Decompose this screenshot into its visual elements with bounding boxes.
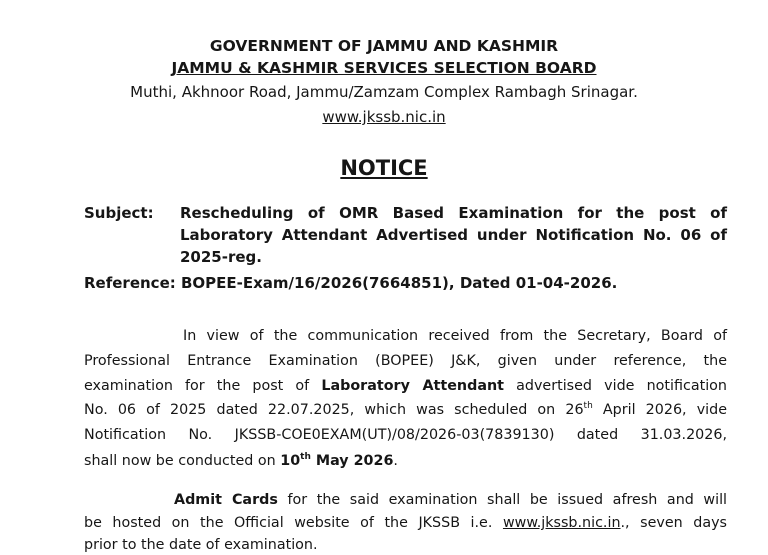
- reference-text: BOPEE-Exam/16/2026(7664851), Dated 01-04-2026.: [180, 274, 618, 292]
- sup: th: [300, 452, 311, 463]
- header-website[interactable]: www.jkssb.nic.in: [322, 108, 446, 126]
- header-board: JAMMU & KASHMIR SERVICES SELECTION BOARD: [171, 59, 597, 77]
- para1-line: Notification No. JKSSB-COE0EXAM(UT)/08/2026-03(7839130) dated 31.03.2026,: [84, 427, 727, 443]
- website-link[interactable]: www.jkssb.nic.in: [502, 515, 621, 531]
- subject-label: Subject:: [84, 204, 154, 222]
- day: 10: [280, 453, 301, 469]
- admit-cards: Admit Cards: [174, 492, 278, 508]
- text: shall now be conducted on: [84, 453, 276, 469]
- new-date: [280, 453, 393, 469]
- text: examination for the post of: [84, 378, 310, 394]
- para1-line: Professional Entrance Examination (BOPEE) J&K, given under reference, the: [84, 353, 727, 369]
- para1-line: [84, 451, 398, 471]
- sup: th: [583, 401, 593, 412]
- text: for the said examination shall be issued afresh and will: [287, 492, 728, 508]
- text: ., seven days: [620, 515, 727, 531]
- subject-line: 2025-reg.: [180, 248, 262, 266]
- month-year: May 2026: [315, 453, 394, 469]
- text: April 2026, vide: [602, 402, 728, 418]
- subject-line: Laboratory Attendant Advertised under Notification No. 06 of: [180, 226, 727, 244]
- para1-line: [84, 400, 727, 420]
- text: No. 06 of 2025 dated 22.07.2025, which was scheduled on 26: [84, 402, 584, 418]
- text: advertised vide notification: [516, 378, 727, 394]
- para2-line: prior to the date of examination.: [84, 537, 318, 553]
- post-name: Laboratory Attendant: [321, 378, 504, 394]
- header-address: Muthi, Akhnoor Road, Jammu/Zamzam Complex Rambagh Srinagar.: [130, 83, 638, 101]
- reference-label: Reference:: [84, 274, 176, 292]
- para1-line: [84, 376, 727, 396]
- para2-line: [84, 513, 727, 533]
- reference: [84, 273, 617, 293]
- subject-line: Rescheduling of OMR Based Examination for the post of: [180, 204, 727, 222]
- notice-title: NOTICE: [340, 156, 428, 180]
- para1-line: In view of the communication received from the Secretary, Board of: [183, 328, 727, 344]
- para2-line: [174, 490, 727, 510]
- header-government: GOVERNMENT OF JAMMU AND KASHMIR: [209, 37, 559, 55]
- text: be hosted on the Official website of the JKSSB i.e.: [84, 515, 493, 531]
- text: .: [393, 453, 398, 469]
